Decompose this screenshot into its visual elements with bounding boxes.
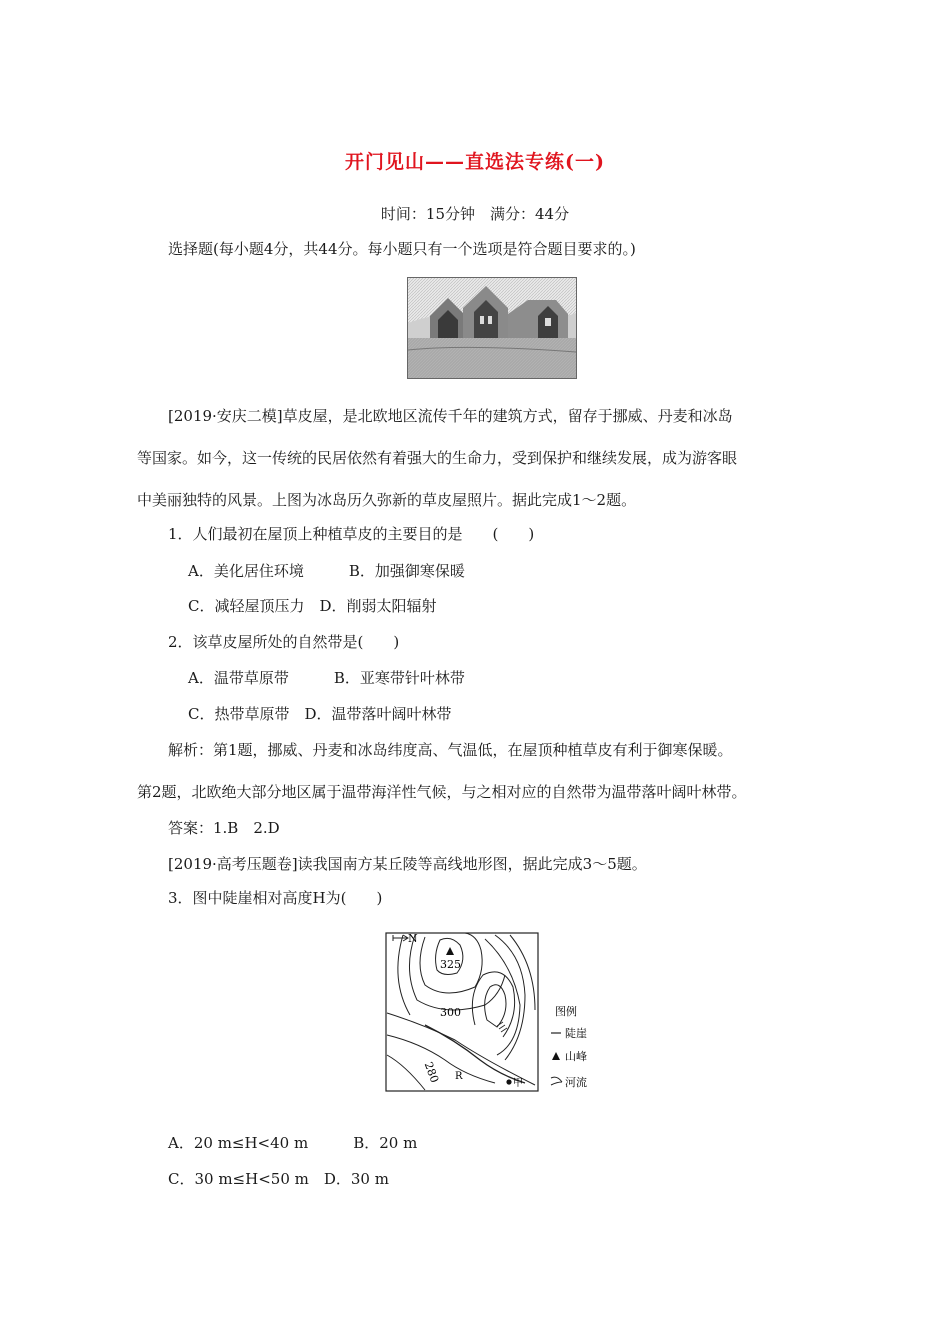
legend-cliff: 陡崖 [565,1027,587,1040]
contour-label-280: 280 [421,1060,442,1085]
legend-peak: 山峰 [565,1050,587,1063]
legend-river: 河流 [565,1076,587,1089]
question1-options-ab: A．美化居住环境 B．加强御寒保暖 [188,562,465,580]
question3-stem: 3．图中陡崖相对高度H为( ) [168,889,383,907]
question2-options-ab: A．温带草原带 B．亚寒带针叶林带 [188,669,465,687]
legend-title: 图例 [555,1005,577,1018]
north-label: N [408,932,418,945]
time-score-line: 时间：15分钟 满分：44分 [380,205,570,223]
point-jia-marker [506,1079,511,1084]
question3-options-cd: C．30 m≤H<50 m D．30 m [168,1170,389,1188]
river-label: R [455,1071,463,1082]
question2-stem: 2．该草皮屋所处的自然带是( ) [168,633,400,651]
question2-options-cd: C．热带草原带 D．温带落叶阔叶林带 [188,705,452,723]
contour-label-300: 300 [440,1006,461,1019]
passage1-line3: 中美丽独特的风景。上图为冰岛历久弥新的草皮屋照片。据此完成1～2题。 [137,491,637,509]
passage1-line2: 等国家。如今，这一传统的民居依然有着强大的生命力，受到保护和继续发展，成为游客眼 [137,449,738,467]
analysis-line1: 解析：第1题，挪威、丹麦和冰岛纬度高、气温低，在屋顶种植草皮有利于御寒保暖。 [168,741,733,759]
passage2: [2019·高考压题卷]读我国南方某丘陵等高线地形图，据此完成3～5题。 [168,855,647,873]
question1-options-cd: C．减轻屋顶压力 D．削弱太阳辐射 [188,597,437,615]
answer-line: 答案：1.B 2.D [168,819,280,837]
page-title: 开门见山——直选法专练(一) [345,151,605,173]
turf-house-photo [407,277,577,379]
contour-map [385,925,600,1095]
passage1-line1: [2019·安庆二模]草皮屋，是北欧地区流传千年的建筑方式，留存于挪威、丹麦和冰岛 [168,407,733,425]
instructions: 选择题(每小题4分，共44分。每小题只有一个选项是符合题目要求的。) [168,240,636,258]
contour-label-325: 325 [440,958,461,971]
analysis-line2: 第2题，北欧绝大部分地区属于温带海洋性气候，与之相对应的自然带为温带落叶阔叶林带。 [137,783,747,801]
point-jia-label: 甲 [513,1078,523,1089]
question1-stem: 1．人们最初在屋顶上种植草皮的主要目的是 ( ) [168,525,535,543]
question3-options-ab: A．20 m≤H<40 m B．20 m [168,1134,418,1152]
